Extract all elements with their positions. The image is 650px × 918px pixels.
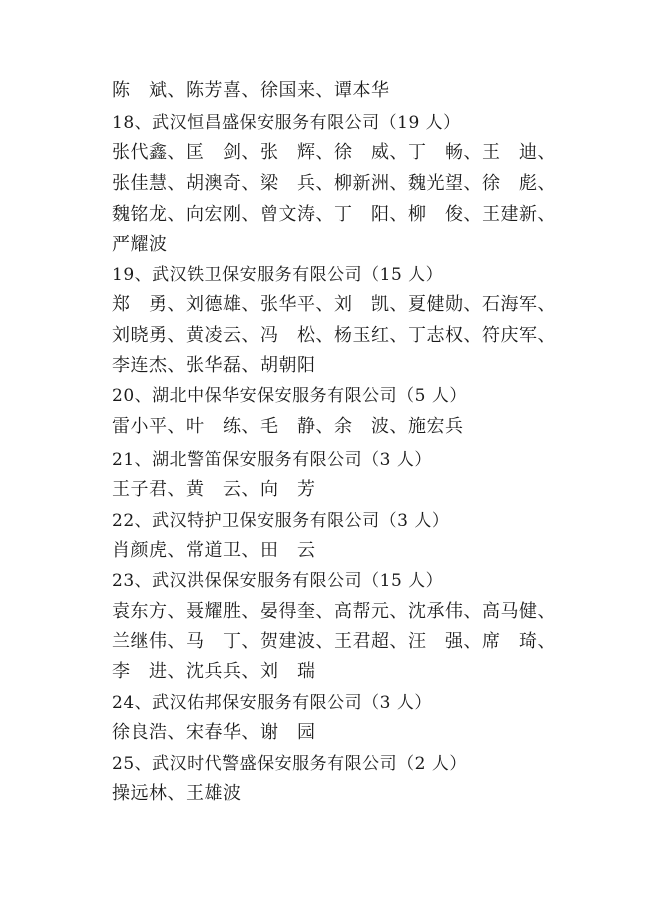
- name-list-line: 严耀波: [112, 234, 168, 255]
- name-list-line: 雷小平、叶 练、毛 静、余 波、施宏兵: [112, 416, 464, 437]
- name-list-line: 陈 斌、陈芳喜、徐国来、谭本华: [112, 80, 390, 101]
- company-heading-24: 24、武汉佑邦保安服务有限公司（3 人）: [112, 693, 432, 713]
- name-list-line: 郑 勇、刘德雄、张华平、刘 凯、夏健勋、石海军、: [112, 294, 556, 315]
- name-list-line: 肖颜虎、常道卫、田 云: [112, 540, 316, 561]
- company-heading-25: 25、武汉时代警盛保安服务有限公司（2 人）: [112, 754, 467, 774]
- name-list-line: 张代鑫、匡 剑、张 辉、徐 威、丁 畅、王 迪、: [112, 142, 556, 163]
- name-list-line: 刘晓勇、黄凌云、冯 松、杨玉红、丁志权、符庆军、: [112, 325, 556, 346]
- company-heading-20: 20、湖北中保华安保安服务有限公司（5 人）: [112, 386, 467, 406]
- name-list-line: 王子君、黄 云、向 芳: [112, 479, 316, 500]
- name-list-line: 李 进、沈兵兵、刘 瑞: [112, 661, 316, 682]
- company-heading-21: 21、湖北警笛保安服务有限公司（3 人）: [112, 450, 432, 470]
- name-list-line: 张佳慧、胡澳奇、梁 兵、柳新洲、魏光望、徐 彪、: [112, 173, 556, 194]
- name-list-line: 李连杰、张华磊、胡朝阳: [112, 355, 316, 376]
- company-heading-19: 19、武汉铁卫保安服务有限公司（15 人）: [112, 265, 444, 285]
- name-list-line: 操远林、王雄波: [112, 783, 242, 804]
- name-list-line: 魏铭龙、向宏刚、曾文涛、丁 阳、柳 俊、王建新、: [112, 204, 556, 225]
- name-list-line: 兰继伟、马 丁、贺建波、王君超、汪 强、席 琦、: [112, 631, 556, 652]
- company-heading-18: 18、武汉恒昌盛保安服务有限公司（19 人）: [112, 113, 461, 133]
- name-list-line: 徐良浩、宋春华、谢 园: [112, 722, 316, 743]
- name-list-line: 袁东方、聂耀胜、晏得奎、高帮元、沈承伟、高马健、: [112, 601, 556, 622]
- company-heading-23: 23、武汉洪保保安服务有限公司（15 人）: [112, 571, 444, 591]
- company-heading-22: 22、武汉特护卫保安服务有限公司（3 人）: [112, 511, 450, 531]
